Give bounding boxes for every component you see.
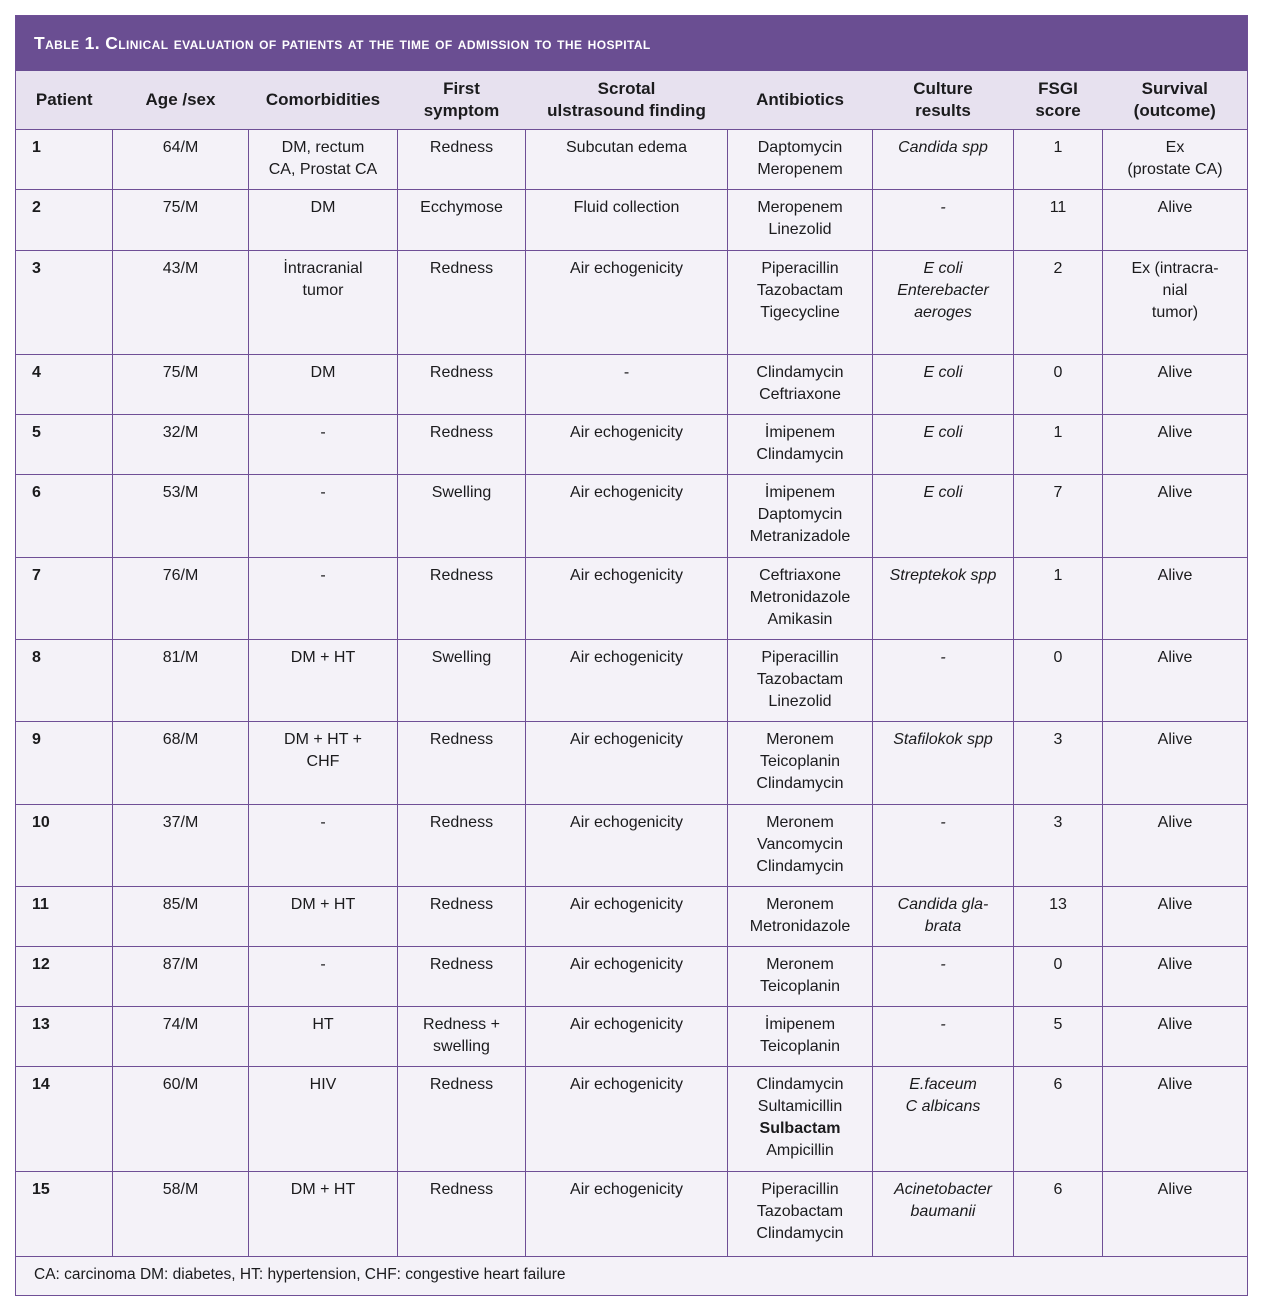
cell-first_symptom: Redness xyxy=(398,804,526,886)
cell-culture: - xyxy=(873,804,1014,886)
table-row xyxy=(16,250,1248,354)
cell-survival: Ex (intracra- nial tumor) xyxy=(1103,250,1248,354)
cell-ultrasound: Subcutan edema xyxy=(526,130,728,190)
cell-patient: 4 xyxy=(16,354,113,414)
cell-patient: 1 xyxy=(16,130,113,190)
cell-survival: Alive xyxy=(1103,722,1248,804)
cell-patient: 10 xyxy=(16,804,113,886)
cell-patient: 3 xyxy=(16,250,113,354)
cell-ultrasound: Air echogenicity xyxy=(526,804,728,886)
cell-survival: Ex (prostate CA) xyxy=(1103,130,1248,190)
cell-survival: Alive xyxy=(1103,474,1248,557)
column-header-patient: Patient xyxy=(16,71,113,130)
cell-fsgi: 0 xyxy=(1014,354,1103,414)
cell-age_sex: 53/M xyxy=(113,474,249,557)
cell-patient: 8 xyxy=(16,640,113,722)
cell-first_symptom: Redness xyxy=(398,414,526,474)
cell-culture: - xyxy=(873,1007,1014,1067)
cell-first_symptom: Redness + swelling xyxy=(398,1007,526,1067)
cell-antibiotics: İmipenem Teicoplanin xyxy=(728,1007,873,1067)
cell-patient: 14 xyxy=(16,1067,113,1171)
cell-age_sex: 68/M xyxy=(113,722,249,804)
table-row xyxy=(16,130,1248,190)
cell-patient: 6 xyxy=(16,474,113,557)
cell-survival: Alive xyxy=(1103,1067,1248,1171)
cell-age_sex: 64/M xyxy=(113,130,249,190)
cell-culture: E coli xyxy=(873,474,1014,557)
cell-survival: Alive xyxy=(1103,557,1248,639)
cell-survival: Alive xyxy=(1103,640,1248,722)
cell-ultrasound: - xyxy=(526,354,728,414)
cell-survival: Alive xyxy=(1103,190,1248,250)
column-header-antibiotics: Antibiotics xyxy=(728,71,873,130)
cell-patient: 5 xyxy=(16,414,113,474)
cell-culture: Streptekok spp xyxy=(873,557,1014,639)
cell-comorbidities: - xyxy=(249,414,398,474)
cell-survival: Alive xyxy=(1103,414,1248,474)
cell-culture: Acinetobacter baumanii xyxy=(873,1171,1014,1256)
cell-comorbidities: HIV xyxy=(249,1067,398,1171)
cell-survival: Alive xyxy=(1103,946,1248,1006)
cell-ultrasound: Air echogenicity xyxy=(526,1007,728,1067)
cell-patient: 15 xyxy=(16,1171,113,1256)
cell-culture: E coli xyxy=(873,354,1014,414)
table-row xyxy=(16,414,1248,474)
table-row xyxy=(16,557,1248,639)
table-row xyxy=(16,354,1248,414)
cell-comorbidities: HT xyxy=(249,1007,398,1067)
cell-culture: Candida spp xyxy=(873,130,1014,190)
cell-comorbidities: - xyxy=(249,474,398,557)
cell-first_symptom: Ecchymose xyxy=(398,190,526,250)
cell-antibiotics: Clindamycin Sultamicillin Sulbactam Ampicillin xyxy=(728,1067,873,1171)
cell-first_symptom: Swelling xyxy=(398,474,526,557)
cell-patient: 9 xyxy=(16,722,113,804)
cell-ultrasound: Air echogenicity xyxy=(526,886,728,946)
table-row xyxy=(16,190,1248,250)
cell-comorbidities: DM xyxy=(249,354,398,414)
cell-antibiotics: Meronem Teicoplanin Clindamycin xyxy=(728,722,873,804)
cell-age_sex: 76/M xyxy=(113,557,249,639)
cell-age_sex: 37/M xyxy=(113,804,249,886)
cell-antibiotics: Meronem Metronidazole xyxy=(728,886,873,946)
cell-patient: 11 xyxy=(16,886,113,946)
column-header-row xyxy=(16,71,1248,130)
cell-fsgi: 6 xyxy=(1014,1067,1103,1171)
cell-patient: 12 xyxy=(16,946,113,1006)
table-row xyxy=(16,1007,1248,1067)
cell-patient: 2 xyxy=(16,190,113,250)
table-row xyxy=(16,1067,1248,1171)
cell-comorbidities: DM + HT xyxy=(249,1171,398,1256)
cell-first_symptom: Redness xyxy=(398,722,526,804)
cell-fsgi: 3 xyxy=(1014,804,1103,886)
cell-comorbidities: - xyxy=(249,804,398,886)
cell-first_symptom: Redness xyxy=(398,557,526,639)
cell-comorbidities: DM xyxy=(249,190,398,250)
cell-first_symptom: Redness xyxy=(398,886,526,946)
cell-antibiotics: Daptomycin Meropenem xyxy=(728,130,873,190)
cell-antibiotics: Meronem Vancomycin Clindamycin xyxy=(728,804,873,886)
table-row xyxy=(16,946,1248,1006)
cell-fsgi: 11 xyxy=(1014,190,1103,250)
cell-fsgi: 1 xyxy=(1014,130,1103,190)
cell-antibiotics: İmipenem Daptomycin Metranizadole xyxy=(728,474,873,557)
column-header-ultrasound: Scrotal ulstrasound finding xyxy=(526,71,728,130)
table-title: Table 1. Clinical evaluation of patients at the time of admission to the hospital xyxy=(16,16,1248,72)
cell-first_symptom: Redness xyxy=(398,250,526,354)
cell-culture: Candida gla- brata xyxy=(873,886,1014,946)
cell-age_sex: 75/M xyxy=(113,190,249,250)
cell-ultrasound: Air echogenicity xyxy=(526,640,728,722)
table-row xyxy=(16,722,1248,804)
cell-ultrasound: Air echogenicity xyxy=(526,1171,728,1256)
cell-comorbidities: DM, rectum CA, Prostat CA xyxy=(249,130,398,190)
cell-first_symptom: Redness xyxy=(398,354,526,414)
table-row xyxy=(16,474,1248,557)
cell-patient: 13 xyxy=(16,1007,113,1067)
cell-fsgi: 5 xyxy=(1014,1007,1103,1067)
cell-survival: Alive xyxy=(1103,1171,1248,1256)
cell-fsgi: 2 xyxy=(1014,250,1103,354)
cell-first_symptom: Redness xyxy=(398,130,526,190)
cell-age_sex: 85/M xyxy=(113,886,249,946)
cell-first_symptom: Swelling xyxy=(398,640,526,722)
cell-age_sex: 32/M xyxy=(113,414,249,474)
cell-comorbidities: DM + HT xyxy=(249,640,398,722)
cell-ultrasound: Air echogenicity xyxy=(526,946,728,1006)
cell-survival: Alive xyxy=(1103,354,1248,414)
cell-fsgi: 0 xyxy=(1014,946,1103,1006)
cell-antibiotics: Piperacillin Tazobactam Tigecycline xyxy=(728,250,873,354)
cell-ultrasound: Air echogenicity xyxy=(526,414,728,474)
cell-culture: - xyxy=(873,640,1014,722)
cell-first_symptom: Redness xyxy=(398,946,526,1006)
cell-culture: - xyxy=(873,946,1014,1006)
cell-first_symptom: Redness xyxy=(398,1171,526,1256)
table-row xyxy=(16,804,1248,886)
cell-patient: 7 xyxy=(16,557,113,639)
table-row xyxy=(16,886,1248,946)
column-header-culture: Culture results xyxy=(873,71,1014,130)
column-header-age_sex: Age /sex xyxy=(113,71,249,130)
cell-comorbidities: DM + HT + CHF xyxy=(249,722,398,804)
cell-culture: Stafilokok spp xyxy=(873,722,1014,804)
cell-fsgi: 0 xyxy=(1014,640,1103,722)
cell-ultrasound: Air echogenicity xyxy=(526,474,728,557)
cell-culture: E coli Enterebacter aeroges xyxy=(873,250,1014,354)
cell-antibiotics: Meropenem Linezolid xyxy=(728,190,873,250)
cell-age_sex: 58/M xyxy=(113,1171,249,1256)
cell-antibiotics: Piperacillin Tazobactam Linezolid xyxy=(728,640,873,722)
cell-antibiotics: Clindamycin Ceftriaxone xyxy=(728,354,873,414)
cell-antibiotics: Meronem Teicoplanin xyxy=(728,946,873,1006)
cell-ultrasound: Air echogenicity xyxy=(526,250,728,354)
cell-age_sex: 60/M xyxy=(113,1067,249,1171)
footnote-row xyxy=(16,1256,1248,1295)
cell-age_sex: 87/M xyxy=(113,946,249,1006)
cell-culture: E.faceum C albicans xyxy=(873,1067,1014,1171)
column-header-survival: Survival (outcome) xyxy=(1103,71,1248,130)
cell-ultrasound: Air echogenicity xyxy=(526,1067,728,1171)
cell-age_sex: 75/M xyxy=(113,354,249,414)
table-footnote: CA: carcinoma DM: diabetes, HT: hypertension, CHF: congestive heart failure xyxy=(16,1256,1248,1295)
column-header-comorbidities: Comorbidities xyxy=(249,71,398,130)
cell-culture: - xyxy=(873,190,1014,250)
cell-ultrasound: Air echogenicity xyxy=(526,557,728,639)
table-row xyxy=(16,640,1248,722)
cell-antibiotics: İmipenem Clindamycin xyxy=(728,414,873,474)
cell-age_sex: 81/M xyxy=(113,640,249,722)
cell-comorbidities: DM + HT xyxy=(249,886,398,946)
cell-comorbidities: İntracranial tumor xyxy=(249,250,398,354)
cell-comorbidities: - xyxy=(249,946,398,1006)
cell-fsgi: 6 xyxy=(1014,1171,1103,1256)
cell-antibiotics: Ceftriaxone Metronidazole Amikasin xyxy=(728,557,873,639)
cell-fsgi: 1 xyxy=(1014,557,1103,639)
cell-survival: Alive xyxy=(1103,1007,1248,1067)
column-header-first_symptom: First symptom xyxy=(398,71,526,130)
cell-fsgi: 13 xyxy=(1014,886,1103,946)
cell-ultrasound: Fluid collection xyxy=(526,190,728,250)
cell-fsgi: 3 xyxy=(1014,722,1103,804)
cell-comorbidities: - xyxy=(249,557,398,639)
table-row xyxy=(16,1171,1248,1256)
clinical-evaluation-table xyxy=(15,15,1248,1296)
cell-ultrasound: Air echogenicity xyxy=(526,722,728,804)
table-title-bar xyxy=(16,16,1248,72)
cell-fsgi: 7 xyxy=(1014,474,1103,557)
column-header-fsgi: FSGI score xyxy=(1014,71,1103,130)
cell-age_sex: 74/M xyxy=(113,1007,249,1067)
cell-antibiotics: Piperacillin Tazobactam Clindamycin xyxy=(728,1171,873,1256)
cell-culture: E coli xyxy=(873,414,1014,474)
cell-survival: Alive xyxy=(1103,886,1248,946)
cell-survival: Alive xyxy=(1103,804,1248,886)
cell-first_symptom: Redness xyxy=(398,1067,526,1171)
cell-age_sex: 43/M xyxy=(113,250,249,354)
cell-fsgi: 1 xyxy=(1014,414,1103,474)
